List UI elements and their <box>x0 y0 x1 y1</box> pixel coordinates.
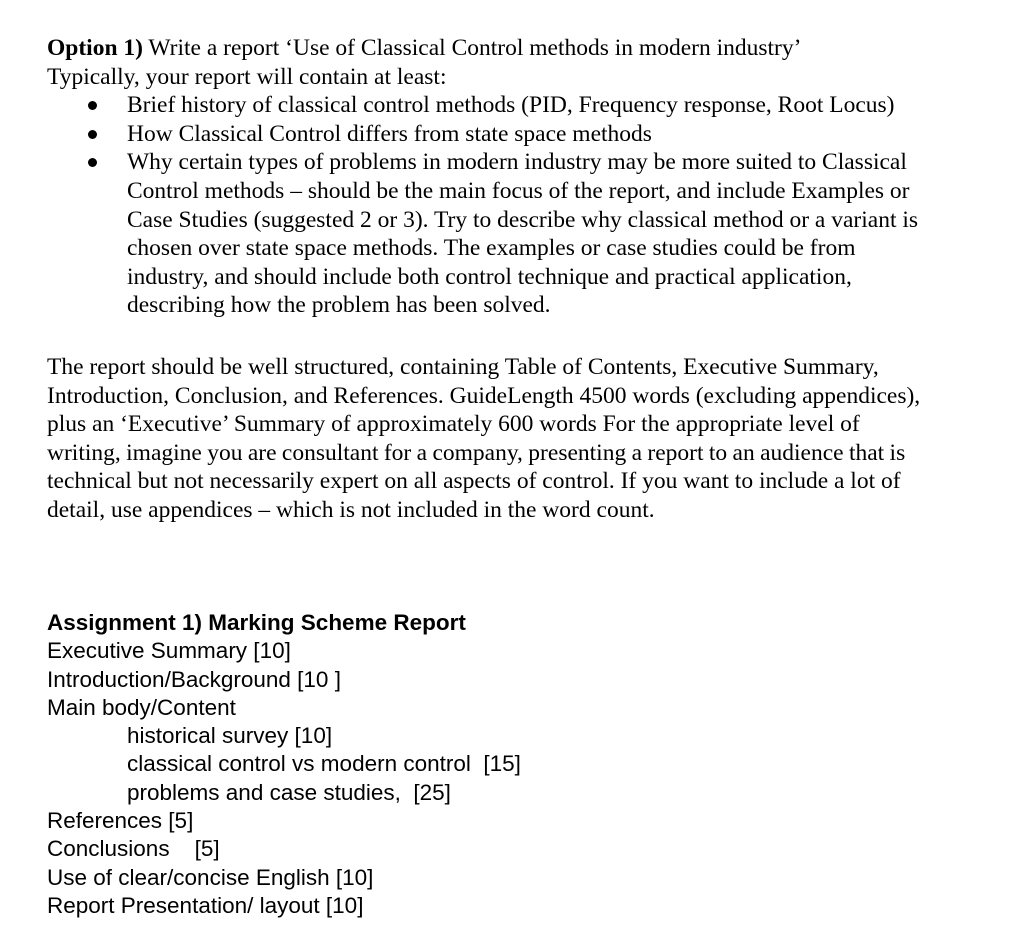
paragraph-line: The report should be well structured, containing Table of Contents, Executive Summary, <box>47 354 879 380</box>
bullet-line: industry, and should include both control technique and practical application, <box>127 263 852 290</box>
bullet-line: How Classical Control differs from state space methods <box>127 120 652 147</box>
paragraph-line: writing, imagine you are consultant for a company, presenting a report to an audience that is <box>47 439 906 466</box>
list-item <box>47 91 987 120</box>
marking-item: Use of clear/concise English [10] <box>47 864 374 890</box>
paragraph-line: Introduction, Conclusion, and References. GuideLength 4500 words (excluding appendices), <box>47 382 921 409</box>
marking-subitem: classical control vs modern control [15] <box>127 751 521 777</box>
marking-item: Report Presentation/ layout [10] <box>47 892 364 918</box>
bullet-icon <box>88 130 97 139</box>
marking-item: Main body/Content <box>47 694 236 720</box>
marking-item: Introduction/Background [10 ] <box>47 666 341 692</box>
bullet-icon <box>88 101 97 110</box>
marking-scheme-title: Assignment 1) Marking Scheme Report <box>47 610 466 635</box>
marking-item: References [5] <box>47 808 194 834</box>
requirements-list <box>47 91 987 320</box>
marking-item: Conclusions [5] <box>47 836 220 862</box>
bullet-line: Case Studies (suggested 2 or 3). Try to describe why classical method or a variant is <box>127 206 919 233</box>
paragraph-line: detail, use appendices – which is not included in the word count. <box>47 496 655 523</box>
list-item <box>47 120 987 149</box>
marking-subitem: historical survey [10] <box>127 723 333 749</box>
bullet-line: Brief history of classical control methods (PID, Frequency response, Root Locus) <box>127 92 895 119</box>
bullet-line: Control methods – should be the main focus of the report, and include Examples or <box>127 177 910 204</box>
marking-item: Executive Summary [10] <box>47 638 291 664</box>
marking-subitem: problems and case studies, [25] <box>127 779 451 805</box>
option-heading <box>47 34 987 63</box>
option-intro: Typically, your report will contain at least: <box>47 63 447 90</box>
option-heading-title: Write a report ‘Use of Classical Control methods in modern industry’ <box>142 35 802 61</box>
marking-scheme-section <box>47 609 987 920</box>
paragraph-line: technical but not necessarily expert on all aspects of control. If you want to include a lot of <box>47 468 901 495</box>
bullet-line: Why certain types of problems in modern industry may be more suited to Classical <box>127 149 907 176</box>
list-item <box>47 148 987 320</box>
option-section <box>47 34 987 320</box>
bullet-line: describing how the problem has been solved. <box>127 292 551 319</box>
option-heading-label: Option 1) <box>47 35 143 61</box>
bullet-line: chosen over state space methods. The examples or case studies could be from <box>127 235 856 262</box>
paragraph-line: plus an ‘Executive’ Summary of approximately 600 words For the appropriate level of <box>47 411 860 438</box>
bullet-icon <box>88 158 97 167</box>
report-requirements-paragraph <box>47 353 987 525</box>
